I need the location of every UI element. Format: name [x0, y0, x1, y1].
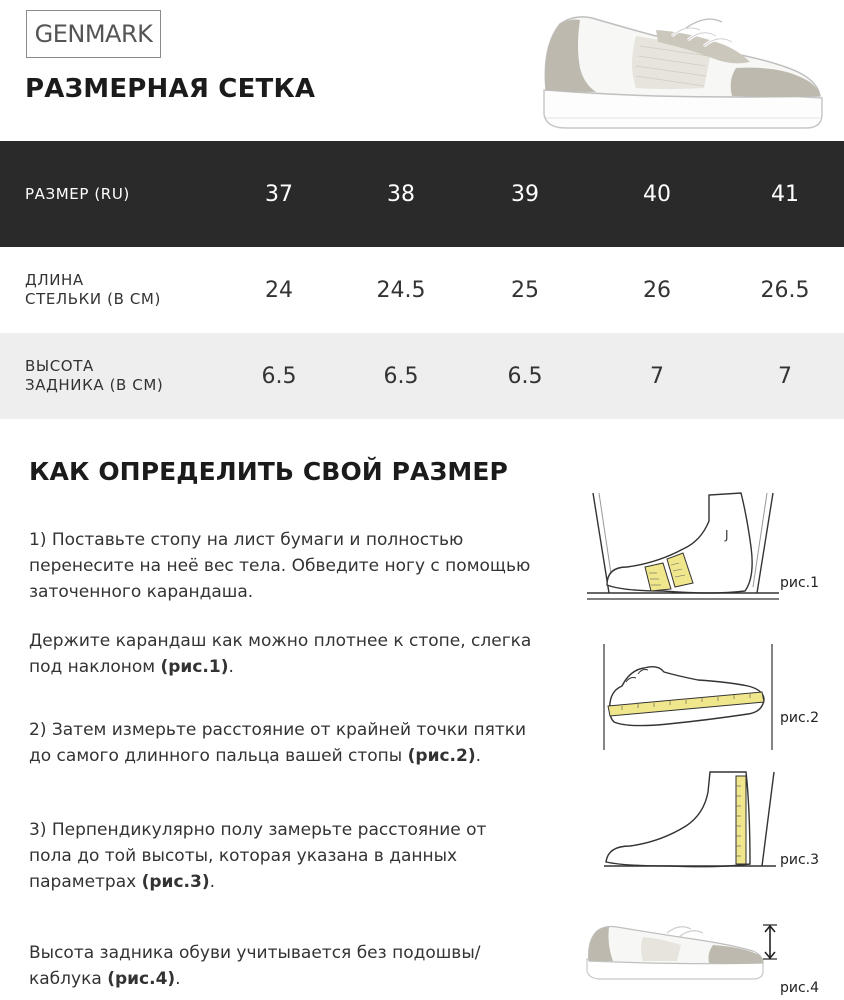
brand-logo-text: GENMARK — [34, 20, 153, 48]
insole-length-cell: 26 — [643, 277, 671, 303]
instruction-step-1 — [29, 527, 569, 605]
size-cell: 39 — [511, 181, 539, 207]
figure-2-label: рис.2 — [780, 710, 820, 726]
insole-length-cell: 25 — [511, 277, 539, 303]
step-1-line-2: перенесите на неё вес тела. Обведите ногу с помощью — [29, 556, 531, 576]
heel-note-end: . — [175, 969, 181, 989]
size-cell: 37 — [265, 181, 293, 207]
step-1-line-1: Поставьте стопу на лист бумаги и полностью — [46, 530, 464, 550]
step-3-line-3: параметрах — [29, 872, 142, 892]
heel-height-label — [0, 333, 218, 419]
brand-logo — [26, 10, 161, 58]
insole-length-cell: 24 — [265, 277, 293, 303]
step-1-line-3: заточенного карандаша. — [29, 582, 254, 602]
heel-height-cell: 6.5 — [383, 363, 419, 389]
size-cell: 38 — [387, 181, 415, 207]
page-title: РАЗМЕРНАЯ СЕТКА — [25, 74, 316, 104]
figure-1-mark: J — [725, 528, 729, 542]
pencil-tip-end: . — [228, 657, 234, 677]
figure-3-foot-height — [600, 768, 780, 878]
hero-sneaker-image — [536, 6, 826, 134]
fig1-reference: (рис.1) — [160, 657, 229, 677]
figure-1-label: рис.1 — [780, 575, 820, 591]
heel-note-line-1: Высота задника обуви учитывается без подошвы/ — [29, 943, 481, 963]
heel-height-label-line2: ЗАДНИКА (В СМ) — [25, 376, 164, 394]
how-to-title: КАК ОПРЕДЕЛИТЬ СВОЙ РАЗМЕР — [29, 457, 508, 486]
insole-length-cell: 24.5 — [376, 277, 426, 303]
step-2-line-2: до самого длинного пальца вашей стопы — [29, 746, 408, 766]
step-1-number: 1) — [29, 530, 47, 550]
insole-length-cell: 26.5 — [760, 277, 810, 303]
figure-1-foot-side — [583, 487, 783, 607]
fig3-reference: (рис.3) — [141, 872, 210, 892]
figure-4-label: рис.4 — [780, 980, 820, 996]
figure-4-shoe-heel — [583, 915, 783, 983]
step-3-line-2: пола до той высоты, которая указана в данных — [29, 846, 458, 866]
pencil-tip-line-2: под наклоном — [29, 657, 161, 677]
instruction-step-3 — [29, 817, 569, 895]
insole-length-label-line2: СТЕЛЬКИ (В СМ) — [25, 290, 161, 308]
insole-length-label-line1: ДЛИНА — [25, 271, 84, 289]
heel-height-row — [0, 333, 844, 419]
size-table-header-row — [0, 141, 844, 247]
fig4-reference: (рис.4) — [107, 969, 176, 989]
instruction-pencil-tip — [29, 628, 569, 680]
heel-height-label-line1: ВЫСОТА — [25, 357, 94, 375]
step-3-end: . — [209, 872, 215, 892]
heel-height-cell: 6.5 — [507, 363, 543, 389]
step-2-end: . — [475, 746, 482, 766]
fig2-reference: (рис.2) — [407, 746, 476, 766]
size-cell: 40 — [643, 181, 671, 207]
size-table — [0, 141, 844, 419]
heel-height-cell: 6.5 — [261, 363, 297, 389]
instruction-heel-note — [29, 940, 569, 992]
figure-3-label: рис.3 — [780, 852, 820, 868]
heel-height-cell: 7 — [650, 363, 664, 389]
figure-2-foot-top — [598, 640, 778, 752]
pencil-tip-line-1: Держите карандаш как можно плотнее к стопе, слегка — [29, 631, 532, 651]
insole-length-row — [0, 247, 844, 333]
size-header-label: РАЗМЕР (RU) — [25, 184, 130, 203]
step-2-line-1: 2) Затем измерьте расстояние от крайней точки пятки — [29, 720, 527, 740]
size-cell: 41 — [771, 181, 799, 207]
heel-height-cell: 7 — [778, 363, 792, 389]
heel-note-line-2: каблука — [29, 969, 108, 989]
instruction-step-2 — [29, 717, 569, 769]
insole-length-label — [0, 247, 218, 333]
step-3-line-1: 3) Перпендикулярно полу замерьте расстояние от — [29, 820, 487, 840]
